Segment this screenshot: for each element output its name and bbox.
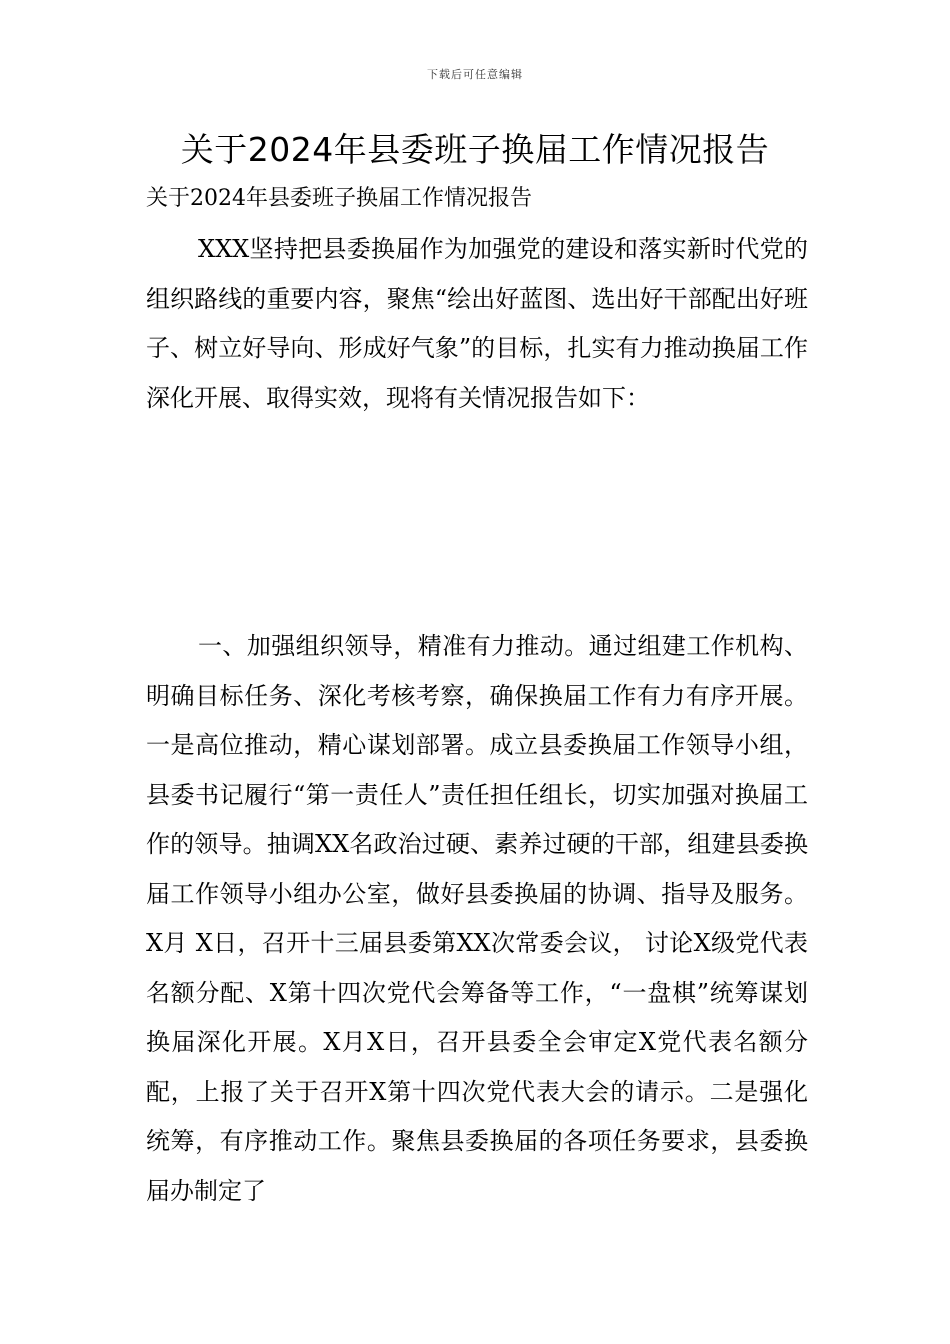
document-subtitle: 关于2024年县委班子换届工作情况报告	[146, 186, 532, 211]
section-one-paragraph: 一、加强组织领导，精准有力推动。通过组建工作机构、 明确目标任务、深化考核考察，确保换届工作有力有序开展。 一是高位推动，精心谋划部署。成立县委换届工作领导小组， 县委书记履行“第一责任人”责任担任组长，切实加强对换届工作的领导。抽调XX名政治过硬、素养过硬的干部，组建县委换届工作领导小组办公室，做好县委换届的协调、指导及服务。X月 X日，召开十三届县委第XX次常委会议， 讨论X级党代表名额分配、X第十四次党代会筹备等工作，“一盘棋”统筹谋划换届深化开展。X月X日，召开县委全会审定X党代表名额分配，上报了关于召开X第十四次党代表大会的请示。二是强化统筹，有序推动工作。聚焦县委换届的各项任务要求，县委换届办制定了	[146, 632, 808, 1205]
intro-paragraph: XXX坚持把县委换届作为加强党的建设和落实新时代党的组织路线的重要内容，聚焦“绘出好蓝图、选出好干部配出好班子、树立好导向、形成好气象”的目标，扎实有力推动换届工作深化开展、取得实效，现将有关情况报告如下：	[146, 235, 808, 412]
document-title: 关于2024年县委班子换届工作情况报告	[180, 130, 770, 169]
header-note: 下载后可任意编辑	[427, 68, 523, 81]
